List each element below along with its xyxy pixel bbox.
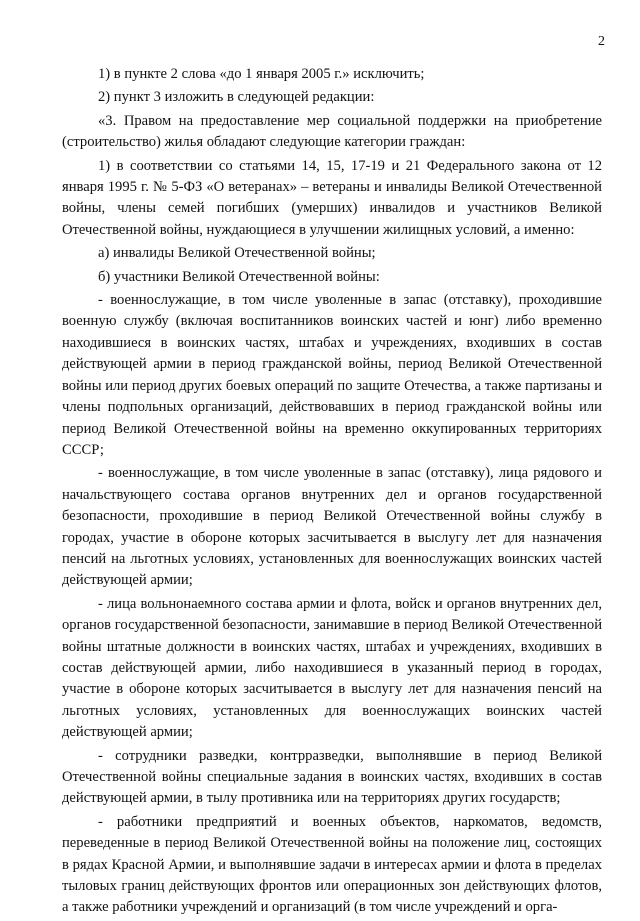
paragraph-6: б) участники Великой Отечественной войны:: [98, 268, 380, 285]
paragraph-7: - военнослужащие, в том числе уволенные в запас (отставку), проходившие военную службу (включая воспитанников воинских частей и юнг) либо временно находившиеся в воинских частях, штабах и учреждениях, входивших в состав действующей армии в период гражданской войны, период Великой Отечественной войны или период других боевых операций по защите Отечества, а также партизаны и члены подпольных организаций, действовавших в период гражданской войны или период Великой Отечественной войны на временно оккупированных территориях СССР;: [62, 292, 602, 458]
paragraph-10: - сотрудники разведки, контрразведки, выполнявшие в период Великой Отечественной войны специальные задания в воинских частях, входивших в состав действующей армии, в тылу противника или на территориях других государств;: [62, 747, 602, 807]
paragraph-8: - военнослужащие, в том числе уволенные в запас (отставку), лица рядового и начальствующего состава органов внутренних дел и органов государственной безопасности, проходившие в период Великой Отечественной войны службу в городах, участие в обороне которых засчитывается в выслугу лет для назначения пенсий на льготных условиях, установленных для военнослужащих воинских частей действующей армии;: [62, 465, 602, 589]
page-number: 2: [598, 34, 605, 49]
paragraph-3: «3. Правом на предоставление мер социальной поддержки на приобретение (строительство) жилья обладают следующие категории граждан:: [62, 112, 602, 151]
paragraph-1: 1) в пункте 2 слова «до 1 января 2005 г.» исключить;: [98, 66, 425, 82]
paragraph-11: - работники предприятий и военных объектов, наркоматов, ведомств, переведенные в период Великой Отечественной войны на положение лиц, состоящих в рядах Красной Армии, и выполнявшие задачи в интересах армии и флота в пределах тыловых границ действующих фронтов или операционных зон действующих флотов, а также работники учреждений и организаций (в том числе учреждений и орга-: [62, 813, 602, 916]
paragraph-4: 1) в соответствии со статьями 14, 15, 17-19 и 21 Федерального закона от 12 января 1995 г. № 5-ФЗ «О ветеранах» – ветераны и инвалиды Великой Отечественной войны, члены семей погибших (умерших) инвалидов и участников Великой Отечественной войны, нуждающиеся в улучшении жилищных условий, а именно:: [62, 157, 602, 238]
document-body: [62, 64, 602, 921]
paragraph-9: - лица вольнонаемного состава армии и флота, войск и органов внутренних дел, органов государственной безопасности, занимавшие в период Великой Отечественной войны штатные должности в воинских частях, штабах и учреждениях, входивших в состав действующей армии, либо находившиеся в указанный период в городах, участие в обороне которых засчитывается в выслугу лет для назначения пенсий на льготных условиях, установленных для военнослужащих воинских частей действующей армии;: [62, 595, 602, 741]
paragraph-2: 2) пункт 3 изложить в следующей редакции:: [98, 89, 375, 106]
paragraph-5: а) инвалиды Великой Отечественной войны;: [98, 245, 376, 262]
